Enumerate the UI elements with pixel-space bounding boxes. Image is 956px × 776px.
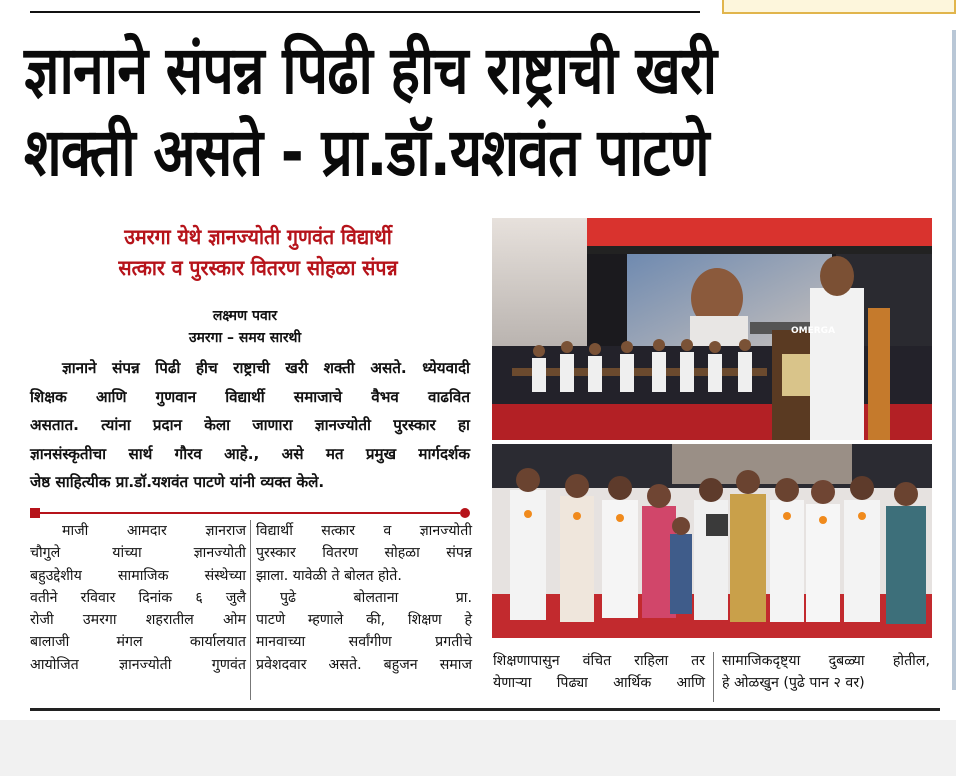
byline-place: उमरगा – समय सारथी bbox=[188, 330, 302, 346]
column-line: पुढे बोलताना प्रा. bbox=[280, 589, 472, 606]
column-rule bbox=[713, 652, 714, 702]
section-divider bbox=[30, 508, 470, 518]
body-column-2 bbox=[256, 520, 472, 676]
body-column-3 bbox=[493, 650, 705, 695]
intro-line: जेष्ठ साहित्यीक प्रा.डॉ.यशवंत पाटणे यांनी व्यक्त केले. bbox=[30, 473, 325, 491]
headline-line-2: शक्ती असते - प्रा.डॉ.यशवंत पाटणे bbox=[24, 114, 709, 191]
column-line: प्रवेशदवार असते. बहुजन समाज bbox=[256, 656, 472, 673]
byline-author: लक्ष्मण पवार bbox=[212, 308, 278, 324]
column-line: शिक्षणापासुन वंचित राहिला तर bbox=[493, 653, 705, 669]
podium-sign: OMERGA bbox=[791, 326, 836, 336]
speaker-scene bbox=[492, 218, 932, 440]
subheadline-line-2: सत्कार व पुरस्कार वितरण सोहळा संपन्न bbox=[118, 256, 398, 280]
column-line: माजी आमदार ज्ञानराज bbox=[62, 523, 246, 539]
intro-line: असतात. त्यांना प्रदान केला जाणारा ज्ञानज्योती पुरस्कार हा bbox=[30, 416, 470, 434]
column-line: पुरस्कार वितरण सोहळा संपन्न bbox=[256, 545, 472, 562]
intro-paragraph bbox=[30, 354, 470, 497]
headline-line-1: ज्ञानाने संपन्न पिढी हीच राष्ट्राची खरी bbox=[24, 32, 717, 109]
column-line: सामाजिकदृष्ट्या दुबळ्या होतील, bbox=[722, 653, 930, 669]
column-line: चौगुले यांच्या ज्ञानज्योती bbox=[30, 545, 246, 562]
divider-dot bbox=[460, 508, 470, 518]
column-line: आयोजित ज्ञानज्योती गुणवंत bbox=[30, 656, 246, 673]
column-line: विद्यार्थी सत्कार व ज्ञानज्योती bbox=[256, 523, 472, 539]
top-rule bbox=[30, 11, 700, 13]
intro-line: शिक्षक आणि गुणवान विद्यार्थी समाजाचे वैभव वाढवित bbox=[30, 387, 470, 406]
body-column-4 bbox=[722, 650, 930, 695]
headline bbox=[24, 30, 797, 194]
subheadline-line-1: उमरगा येथे ज्ञानज्योती गुणवंत विद्यार्थी bbox=[124, 225, 392, 249]
bottom-rule bbox=[30, 708, 940, 711]
intro-line: ज्ञानाने संपन्न पिढी हीच राष्ट्राची खरी शक्ती असते. ध्येयवादी bbox=[62, 359, 470, 377]
previous-article-fragment bbox=[30, 0, 700, 9]
column-line: बालाजी मंगल कार्यालयात bbox=[30, 634, 246, 651]
column-line: येणाऱ्या पिढ्या आर्थिक आणि bbox=[493, 675, 705, 692]
event-photo-award-group bbox=[492, 444, 932, 638]
award-scene bbox=[492, 444, 932, 638]
column-line: रोजी उमरगा शहरातील ओम bbox=[30, 612, 246, 629]
column-line: बहुउद्देशीय सामाजिक संस्थेच्या bbox=[30, 567, 246, 584]
subheadline bbox=[44, 222, 472, 284]
body-column-1 bbox=[30, 520, 246, 676]
column-line: मानवाच्या सर्वांगीण प्रगतीचे bbox=[256, 634, 472, 651]
right-page-edge bbox=[952, 30, 956, 690]
event-photo-speaker bbox=[492, 218, 932, 440]
divider-line bbox=[40, 512, 460, 514]
column-line: झाला. यावेळी ते बोलत होते. bbox=[256, 567, 402, 584]
intro-line: ज्ञानसंस्कृतीचा सार्थ गौरव आहे., असे मत प्रमुख मार्गदर्शक bbox=[30, 444, 470, 463]
divider-square bbox=[30, 508, 40, 518]
column-line: हे ओळखुन (पुढे पान २ वर) bbox=[722, 675, 865, 692]
column-line: वतीने रविवार दिनांक ६ जुलै bbox=[30, 589, 246, 606]
column-line: पाटणे म्हणाले की, शिक्षण हे bbox=[256, 612, 472, 629]
adjacent-box-fragment bbox=[722, 0, 956, 14]
column-rule bbox=[250, 520, 251, 700]
